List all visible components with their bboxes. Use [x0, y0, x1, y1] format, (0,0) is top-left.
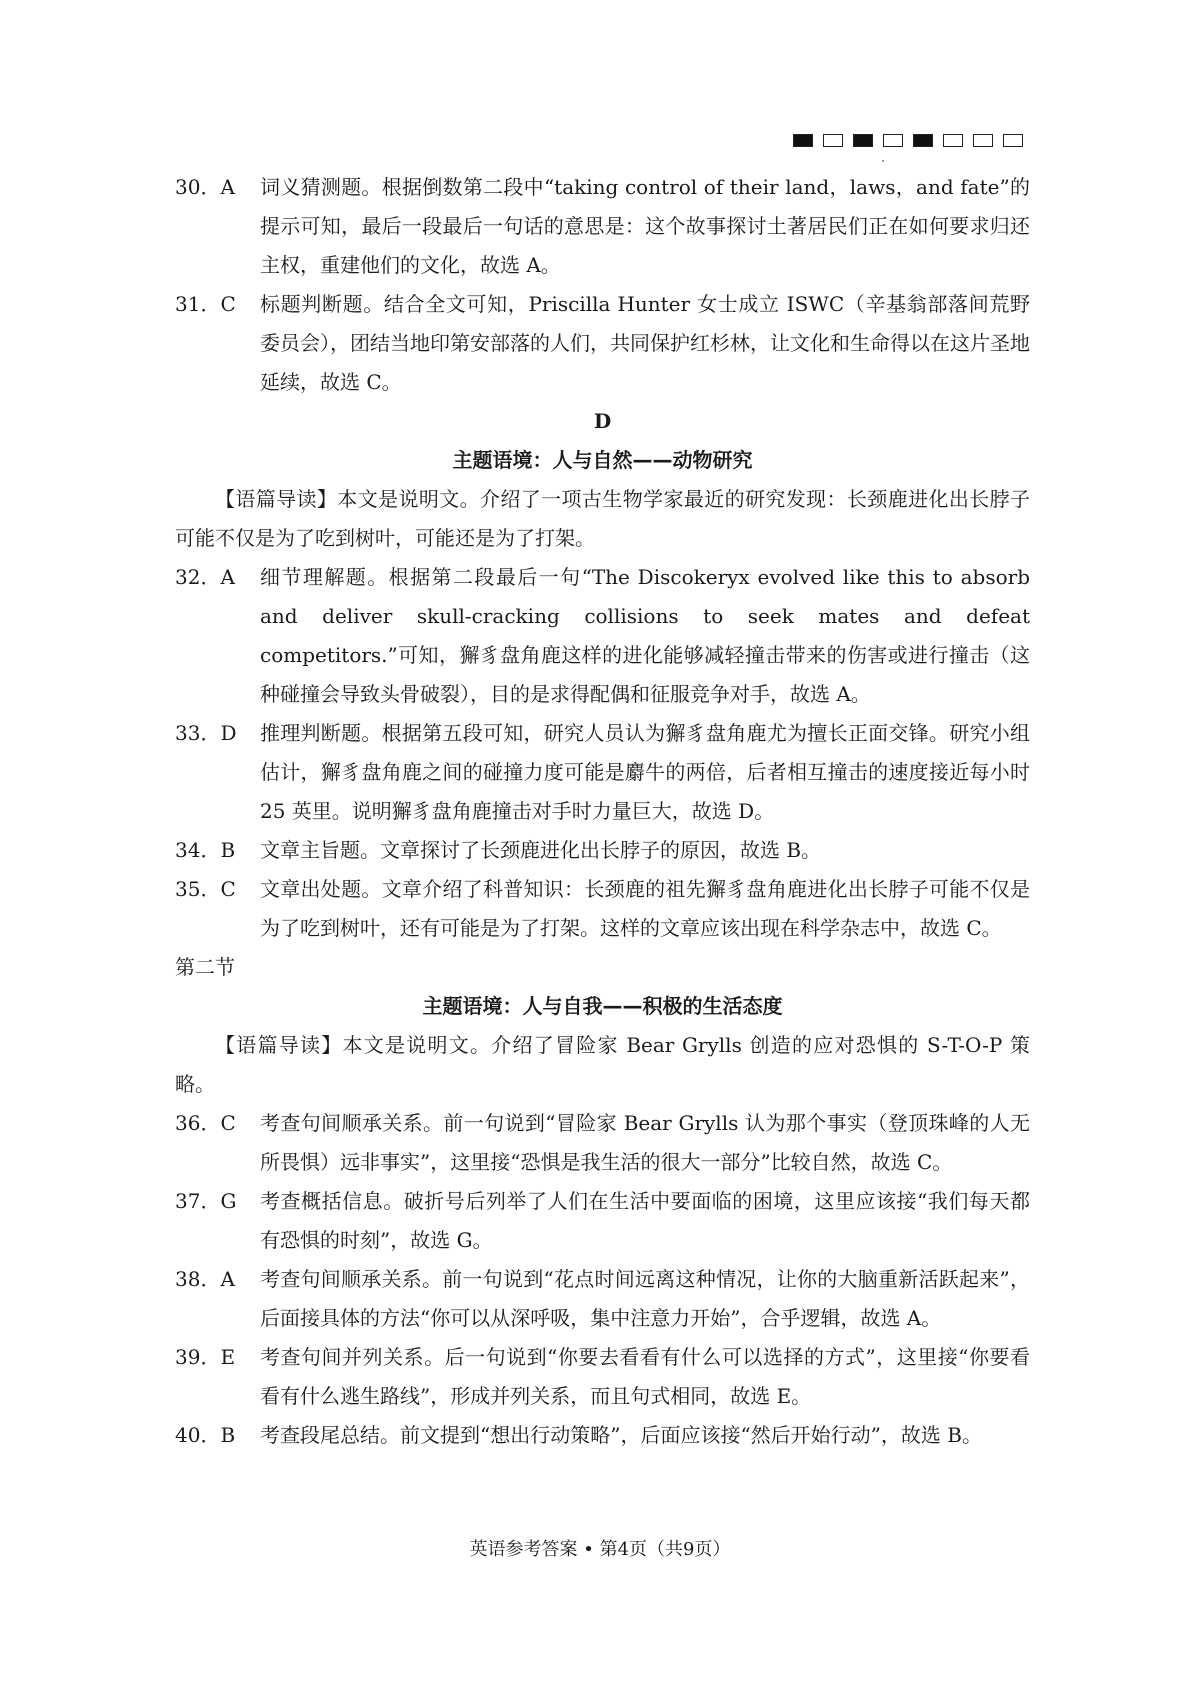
answer-explanation: 考查句间顺承关系。前一句说到“冒险家 Bear Grylls 认为那个事实（登顶珠峰的人无所畏惧）远非事实”，这里接“恐惧是我生活的很大一部分”比较自然，故选 C。 [260, 1111, 1030, 1174]
header-mark [853, 134, 873, 147]
answer-item [175, 831, 1030, 870]
answer-explanation: 考查句间并列关系。后一句说到“你要去看看有什么可以选择的方式”，这里接“你要看看有什么逃生路线”，形成并列关系，而且句式相同，故选 E。 [260, 1345, 1030, 1408]
header-mark [973, 134, 993, 147]
answer-item [175, 1260, 1030, 1338]
answer-explanation: 推理判断题。根据第五段可知，研究人员认为獬豸盘角鹿尤为擅长正面交锋。研究小组估计，獬豸盘角鹿之间的碰撞力度可能是麝牛的两倍，后者相互撞击的速度接近每小时 25 英里。说明獬豸盘角鹿撞击对手时力量巨大，故选 D。 [260, 721, 1030, 823]
answer-item [175, 870, 1030, 948]
section-d-heading: D [593, 409, 612, 433]
answer-explanation: 词义猜测题。根据倒数第二段中“taking control of their land，laws，and fate”的提示可知，最后一段最后一句话的意思是：这个故事探讨土著居民们正在如何要求归还主权，重建他们的文化，故选 A。 [260, 175, 1030, 277]
answer-explanation: 考查概括信息。破折号后列举了人们在生活中要面临的困境，这里应该接“我们每天都有恐惧的时刻”，故选 G。 [260, 1189, 1030, 1252]
answer-item [175, 285, 1030, 402]
answer-number: 35．C [175, 877, 236, 901]
header-marks [793, 134, 1023, 147]
section-two-label: 第二节 [175, 955, 235, 979]
answer-number: 38．A [175, 1267, 235, 1291]
section-d-theme: 主题语境：人与自然——动物研究 [452, 448, 753, 472]
header-mark [823, 134, 843, 147]
answer-number: 37．G [175, 1189, 237, 1213]
answer-number: 32．A [175, 565, 235, 589]
answer-number: 40．B [175, 1423, 236, 1447]
answer-item [175, 714, 1030, 831]
answer-explanation: 考查句间顺承关系。前一句说到“花点时间远离这种情况，让你的大脑重新活跃起来”，后面接具体的方法“你可以从深呼吸，集中注意力开始”，合乎逻辑，故选 A。 [260, 1267, 1030, 1330]
answer-explanation: 文章出处题。文章介绍了科普知识：长颈鹿的祖先獬豸盘角鹿进化出长脖子可能不仅是为了吃到树叶，还有可能是为了打架。这样的文章应该出现在科学杂志中，故选 C。 [260, 877, 1030, 940]
header-mark [1003, 134, 1023, 147]
answer-item [175, 1338, 1030, 1416]
answer-number: 39．E [175, 1345, 236, 1369]
answer-item [175, 168, 1030, 285]
answer-number: 30．A [175, 175, 235, 199]
answer-number: 33．D [175, 721, 237, 745]
header-mark [943, 134, 963, 147]
header-mark [883, 134, 903, 147]
answer-explanation: 考查段尾总结。前文提到“想出行动策略”，后面应该接“然后开始行动”，故选 B。 [260, 1423, 982, 1447]
answer-explanation: 标题判断题。结合全文可知，Priscilla Hunter 女士成立 ISWC（辛基翁部落间荒野委员会），团结当地印第安部落的人们，共同保护红杉林，让文化和生命得以在这片圣地延续，故选 C。 [260, 292, 1030, 394]
page-footer: 英语参考答案 • 第4页（共9页） [469, 1539, 731, 1560]
section-two-theme: 主题语境：人与自我——积极的生活态度 [422, 994, 783, 1018]
answer-explanation: 细节理解题。根据第二段最后一句“The Discokeryx evolved like this to absorb and deliver skull-cracking collisions to seek mates and defeat competitors.”可知，獬豸盘角鹿这样的进化能够减轻撞击带来的伤害或进行撞击（这种碰撞会导致头骨破裂），目的是求得配偶和征服竞争对手，故选 A。 [260, 565, 1030, 706]
section-two-intro: 【语篇导读】本文是说明文。介绍了冒险家 Bear Grylls 创造的应对恐惧的 S-T-O-P 策略。 [175, 1033, 1030, 1096]
section-d-intro: 【语篇导读】本文是说明文。介绍了一项古生物学家最近的研究发现：长颈鹿进化出长脖子可能不仅是为了吃到树叶，可能还是为了打架。 [175, 487, 1030, 550]
header-mark [913, 134, 933, 147]
scan-dot [882, 160, 884, 162]
answer-item [175, 558, 1030, 714]
answer-item [175, 1104, 1030, 1182]
answer-content [175, 168, 1030, 1455]
answer-item [175, 1416, 1030, 1455]
answer-number: 36．C [175, 1111, 236, 1135]
answer-item [175, 1182, 1030, 1260]
answer-explanation: 文章主旨题。文章探讨了长颈鹿进化出长脖子的原因，故选 B。 [260, 838, 822, 862]
answer-number: 34．B [175, 838, 236, 862]
answer-number: 31．C [175, 292, 236, 316]
header-mark [793, 134, 813, 147]
